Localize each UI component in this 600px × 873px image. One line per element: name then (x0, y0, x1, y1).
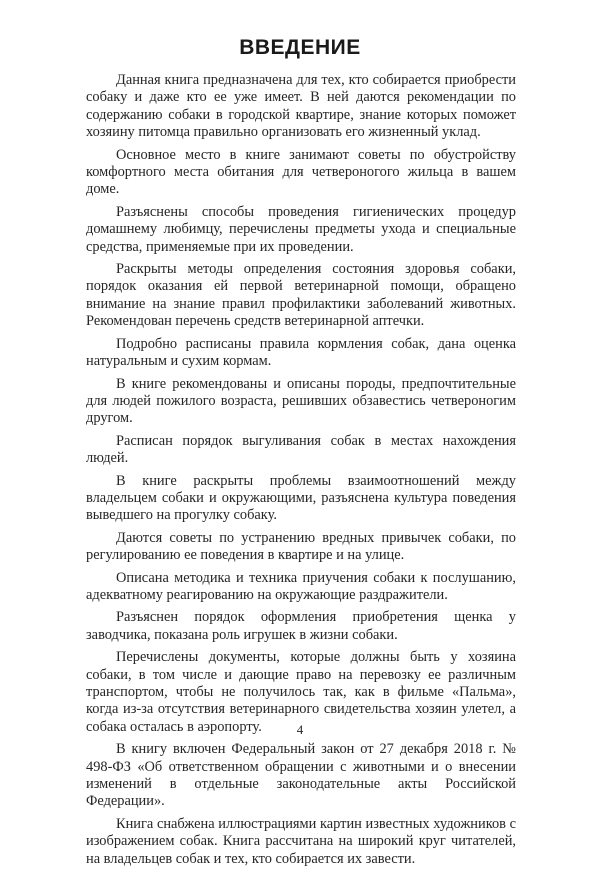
paragraph-walking: Расписан порядок выгуливания собак в местах нахождения людей. (86, 432, 516, 467)
paragraph-hygiene: Разъяснены способы проведения гигиенических процедур домашнему любимцу, перечислены предметы ухода и специальные средства, применяемые при их проведении. (86, 203, 516, 255)
paragraph-training: Описана методика и техника приучения собаки к послушанию, адекватному реагированию на окружающие раздражители. (86, 569, 516, 603)
paragraph-law: В книгу включен Федеральный закон от 27 декабря 2018 г. № 498-ФЗ «Об ответственном обращении с животными и о внесении изменений в отдельные законодательные акты Российской Федерации». (86, 741, 516, 810)
paragraph-purpose: Данная книга предназначена для тех, кто собирается приобрести собаку и даже кто ее уже имеет. В ней даются рекомендации по содержанию собаки в городской квартире, знание которых поможет хозяину питомца правильно организовать его жизненный уклад. (86, 72, 516, 141)
introduction-text (86, 72, 516, 873)
paragraph-illustrations: Книга снабжена иллюстрациями картин известных художников с изображением собак. Книга рассчитана на широкий круг читателей, на владельцев собак и тех, кто собирается их завести. (86, 815, 516, 867)
paragraph-habits: Даются советы по устранению вредных привычек собаки, по регулированию ее поведения в квартире и на улице. (86, 529, 516, 564)
page-number: 4 (296, 722, 304, 737)
paragraph-puppy: Разъяснен порядок оформления приобретения щенка у заводчика, показана роль игрушек в жизни собаки. (86, 609, 516, 643)
paragraph-breeds: В книге рекомендованы и описаны породы, предпочтительные для людей пожилого возраста, решивших обзавестись четвероногим другом. (86, 375, 516, 427)
paragraph-health: Раскрыты методы определения состояния здоровья собаки, порядок оказания ей первой ветеринарной помощи, обращено внимание на знание правил профилактики заболеваний животных. Рекомендован перечень средств ветеринарной аптечки. (86, 261, 516, 330)
paragraph-feeding: Подробно расписаны правила кормления собак, дана оценка натуральным и сухим кормам. (86, 335, 516, 370)
paragraph-documents: Перечислены документы, которые должны быть у хозяина собаки, в том числе и дающие право на перевозку ее различным транспортом, чтобы не получилось так, как в фильме «Пальма», когда из-за отсутствия ветеринарного свидетельства хозяин улетел, а собака осталась в аэропорту. (86, 649, 516, 735)
paragraph-relations: В книге раскрыты проблемы взаимоотношений между владельцем собаки и окружающими, разъяснена культура поведения выведшего на прогулку собаку. (86, 472, 516, 524)
page-title: ВВЕДЕНИЕ (239, 36, 361, 59)
paragraph-comfort: Основное место в книге занимают советы по обустройству комфортного места обитания для четвероногого жильца в вашем доме. (86, 146, 516, 198)
